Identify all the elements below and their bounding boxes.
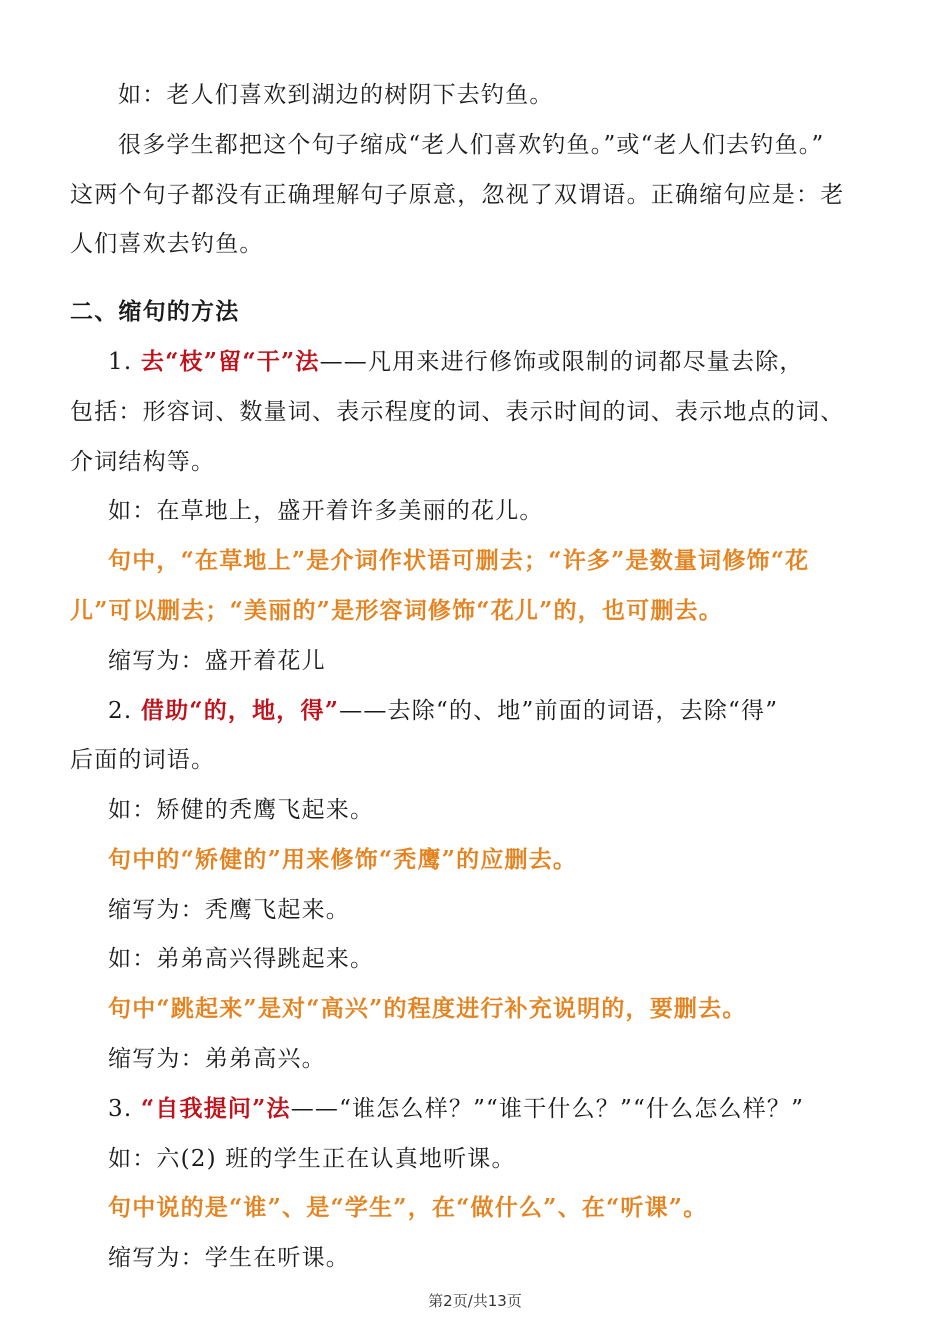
method-title: 借助“的，地，得” [140,697,340,724]
result-sentence: 缩写为：秃鹰飞起来。 [108,897,350,923]
method-title: “自我提问”法 [140,1095,291,1122]
paragraph-line: 人们喜欢去钓鱼。 [70,231,264,257]
method-1-line [108,347,923,377]
example-sentence: 如：六(2) 班的学生正在认真地听课。 [108,1146,516,1172]
method-title: 去“枝”留“干”法 [140,348,320,375]
method-description: ——“谁怎么样？”“谁干什么？”“什么怎么样？” [290,1096,805,1122]
example-sentence: 如：老人们喜欢到湖边的树阴下去钓鱼。 [118,82,554,108]
result-sentence: 缩写为：弟弟高兴。 [108,1046,326,1072]
method-3-line [108,1094,923,1124]
paragraph-line: 这两个句子都没有正确理解句子原意，忽视了双谓语。正确缩句应是：老 [70,182,845,208]
paragraph-line: 包括：形容词、数量词、表示程度的词、表示时间的词、表示地点的词、 [70,399,845,425]
paragraph-line: 很多学生都把这个句子缩成“老人们喜欢钓鱼。”或“老人们去钓鱼。” [118,132,825,158]
paragraph-line: 后面的词语。 [70,747,216,773]
result-sentence: 缩写为：学生在听课。 [108,1245,350,1271]
method-number: 2. [108,698,133,724]
example-sentence: 如：矫健的秃鹰飞起来。 [108,797,375,823]
method-2-line [108,696,923,726]
explanation-note: 句中，“在草地上”是介词作状语可删去；“许多”是数量词修饰“花 [108,547,810,574]
method-description: ——去除“的、地”前面的词语，去除“得” [339,698,779,724]
explanation-note: 句中“跳起来”是对“高兴”的程度进行补充说明的，要删去。 [108,995,747,1022]
paragraph-line: 介词结构等。 [70,449,216,475]
example-sentence: 如：弟弟高兴得跳起来。 [108,946,375,972]
method-description: ——凡用来进行修饰或限制的词都尽量去除， [319,349,804,375]
result-sentence: 缩写为：盛开着花儿 [108,648,326,674]
explanation-note: 句中的“矫健的”用来修饰“秃鹰”的应删去。 [108,846,578,873]
explanation-note: 儿”可以删去；“美丽的”是形容词修饰“花儿”的，也可删去。 [70,597,723,624]
method-number: 3. [108,1096,133,1122]
page-number: 第2页/共13页 [428,1292,522,1310]
method-number: 1. [108,349,133,375]
section-heading: 二、缩句的方法 [70,299,240,325]
explanation-note: 句中说的是“谁”、是“学生”，在“做什么”、在“听课”。 [108,1194,708,1221]
example-sentence: 如：在草地上，盛开着许多美丽的花儿。 [108,498,544,524]
